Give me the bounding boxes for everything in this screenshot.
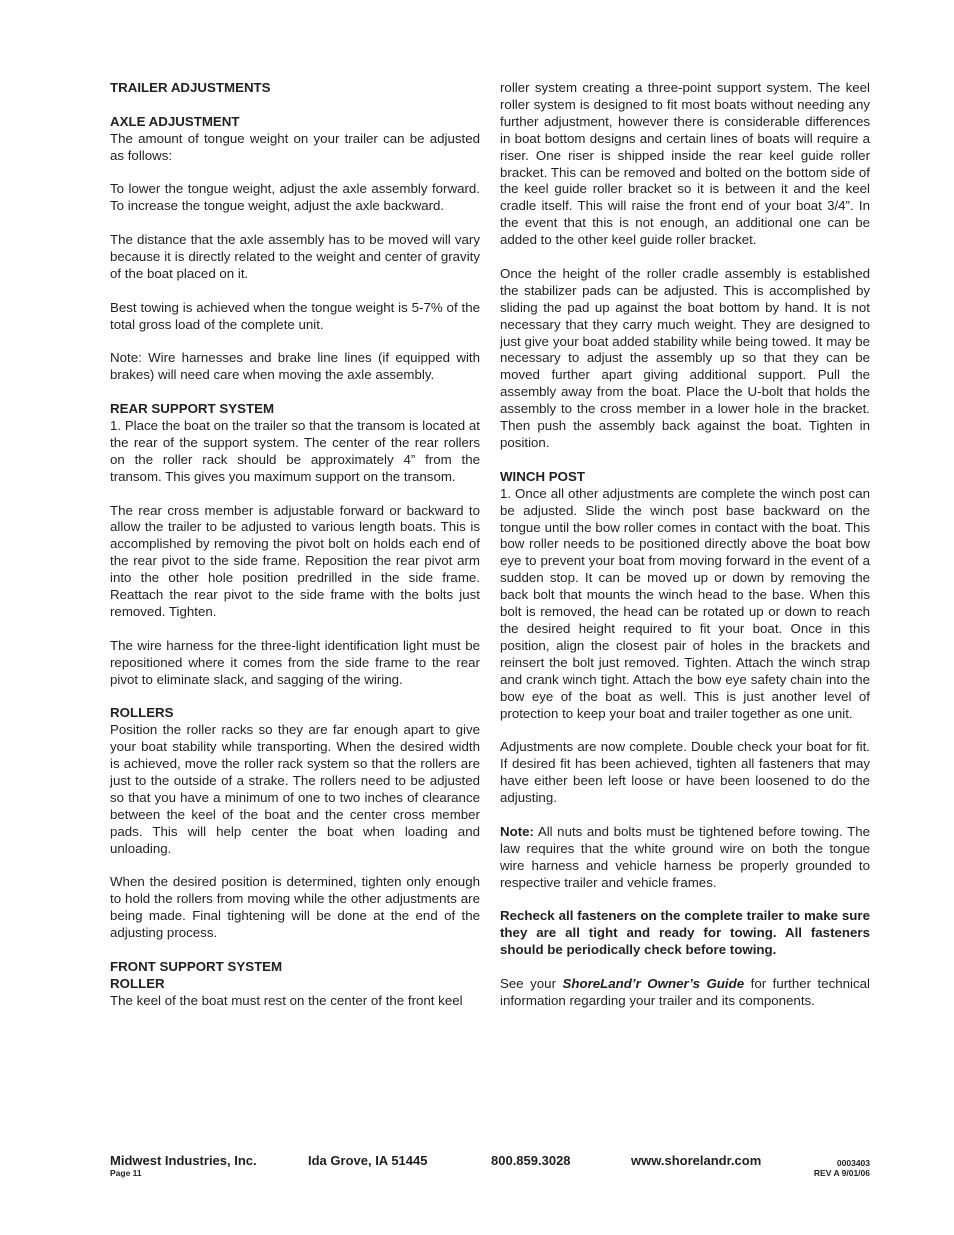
rear-paragraph-2: The rear cross member is adjustable forward or backward to allow the trailer to be adjusted to various length boats. This is accomplished by removing the pivot bolt on holds each end of the rear pivot to the side frame. Reposition the rear pivot arm into the other hole position predrilled in the side frame. Reattach the rear pivot to the side frame with the bolts just removed. Tighten.	[110, 502, 480, 619]
footer-city: Ida Grove, IA 51445	[308, 1153, 428, 1168]
rollers-paragraph-1: Position the roller racks so they are far enough apart to give your boat stability while transporting. When the desired width is achieved, move the roller rack system so that the rollers are just to the outside of a strake. The rollers need to be adjusted so that you have a minimum of one to two inches of clearance between the keel of the boat and the center cross member pads. This will help center the boat when loading and unloading.	[110, 722, 480, 856]
rollers-paragraph-2: When the desired position is determined, tighten only enough to hold the rollers from moving while the other adjustments are being made. Final tightening will be done at the end of the adjusting process.	[110, 874, 480, 941]
axle-paragraph-4: Best towing is achieved when the tongue weight is 5-7% of the total gross load of the complete unit.	[110, 299, 480, 332]
footer-page-number: Page 11	[110, 1168, 142, 1178]
note-label: Note:	[500, 823, 534, 839]
winch-paragraph-1: 1. Once all other adjustments are complete the winch post can be adjusted. Slide the winch post base backward on the tongue until the bow roller comes in contact with the boat. This bow roller needs to be positioned directly above the boat bow eye to prevent your boat from moving forward in the event of a sudden stop. It can be moved up or down by removing the back bolt that mounts the winch head to the base. When this bolt is removed, the head can be rotated up or down to reach the desired height required to fit your boat. Once in this position, align the closest pair of holes in the brackets and reinsert the bolt just removed. Tighten. Attach the winch strap and crank winch tight. Attach the bow eye safety chain into the bow eye of the boat as well. This is just another level of protection to keep your boat and trailer together as one unit.	[500, 485, 870, 721]
footer-company: Midwest Industries, Inc.	[110, 1153, 257, 1168]
see-guide-pre: See your	[500, 975, 563, 991]
footer-revision: REV A 9/01/06	[813, 1168, 870, 1178]
continued-paragraph-1: roller system creating a three-point support system. The keel roller system is designed to fit most boats without needing any further adjustment, however there is considerable differences in boat bottom designs and certain lines of boats will require a riser. One riser is shipped inside the rear keel guide roller bracket. This can be removed and bolted on the bottom side of the keel guide roller bracket so it is between it and the keel cradle itself. This will raise the front end of your boat 3/4”. In the event that this is not enough, an additional one can be added to the other keel guide roller bracket.	[500, 80, 870, 248]
see-guide-paragraph	[500, 976, 870, 1010]
right-column	[500, 80, 870, 1010]
axle-paragraph-1: The amount of tongue weight on your trailer can be adjusted as follows:	[110, 130, 480, 163]
note-paragraph	[500, 824, 870, 892]
rear-paragraph-1: 1. Place the boat on the trailer so that the transom is located at the rear of the support system. The center of the rear rollers on the roller rack should be approximately 4” from the transom. This gives you maximum support on the transom.	[110, 418, 480, 484]
front-roller-subheading: ROLLER	[110, 975, 165, 991]
see-guide-post: for further technical information regarding your trailer and its components.	[500, 975, 871, 1008]
winch-paragraph-2: Adjustments are now complete. Double check your boat for fit. If desired fit has been achieved, tighten all fasteners that may have either been left loose or have been loosened to do the adjusting.	[500, 739, 870, 806]
recheck-warning: Recheck all fasteners on the complete trailer to make sure they are all tight and ready for towing. All fasteners should be periodically check before towing.	[500, 908, 870, 958]
left-column	[110, 80, 480, 1010]
footer-website: www.shorelandr.com	[631, 1153, 762, 1168]
page-footer	[110, 1153, 870, 1183]
axle-paragraph-5: Note: Wire harnesses and brake line lines (if equipped with brakes) will need care when moving the axle assembly.	[110, 350, 480, 383]
rollers-heading: ROLLERS	[110, 705, 174, 721]
continued-paragraph-2: Once the height of the roller cradle assembly is established the stabilizer pads can be adjusted. This is accomplished by sliding the pad up against the boat bottom by hand. It is not necessary that they carry much weight. They are designed to just give your boat added stability while being towed. It may be necessary to adjust the assembly up so that they can be moved further apart giving additional support. Pull the assembly away from the boat. Place the U-bolt that holds the assembly to the cross member in a lower hole in the bracket. Then push the assembly back against the boat. Tighten in position.	[500, 265, 870, 451]
winch-post-heading: WINCH POST	[500, 468, 585, 484]
front-support-heading: FRONT SUPPORT SYSTEM	[110, 958, 283, 974]
note-text: All nuts and bolts must be tightened before towing. The law requires that the white ground wire on both the tongue wire harness and vehicle harness be properly grounded to respective trailer and vehicle frames.	[500, 823, 870, 890]
axle-paragraph-2: To lower the tongue weight, adjust the axle assembly forward. To increase the tongue weight, adjust the axle backward.	[110, 181, 480, 214]
axle-paragraph-3: The distance that the axle assembly has to be moved will vary because it is directly related to the weight and center of gravity of the boat placed on it.	[110, 232, 480, 281]
owners-guide-title: ShoreLand’r Owner’s Guide	[562, 975, 745, 991]
rear-support-heading: REAR SUPPORT SYSTEM	[110, 401, 275, 417]
footer-phone: 800.859.3028	[491, 1153, 571, 1168]
axle-adjustment-heading: AXLE ADJUSTMENT	[110, 113, 240, 129]
rear-paragraph-3: The wire harness for the three-light identification light must be repositioned where it comes from the side frame to the rear pivot to eliminate slack, and sagging of the wiring.	[110, 637, 480, 687]
section-title: TRAILER ADJUSTMENTS	[110, 80, 271, 95]
front-paragraph-1: The keel of the boat must rest on the center of the front keel	[110, 992, 463, 1008]
footer-doc-number: 0003403	[836, 1158, 870, 1168]
